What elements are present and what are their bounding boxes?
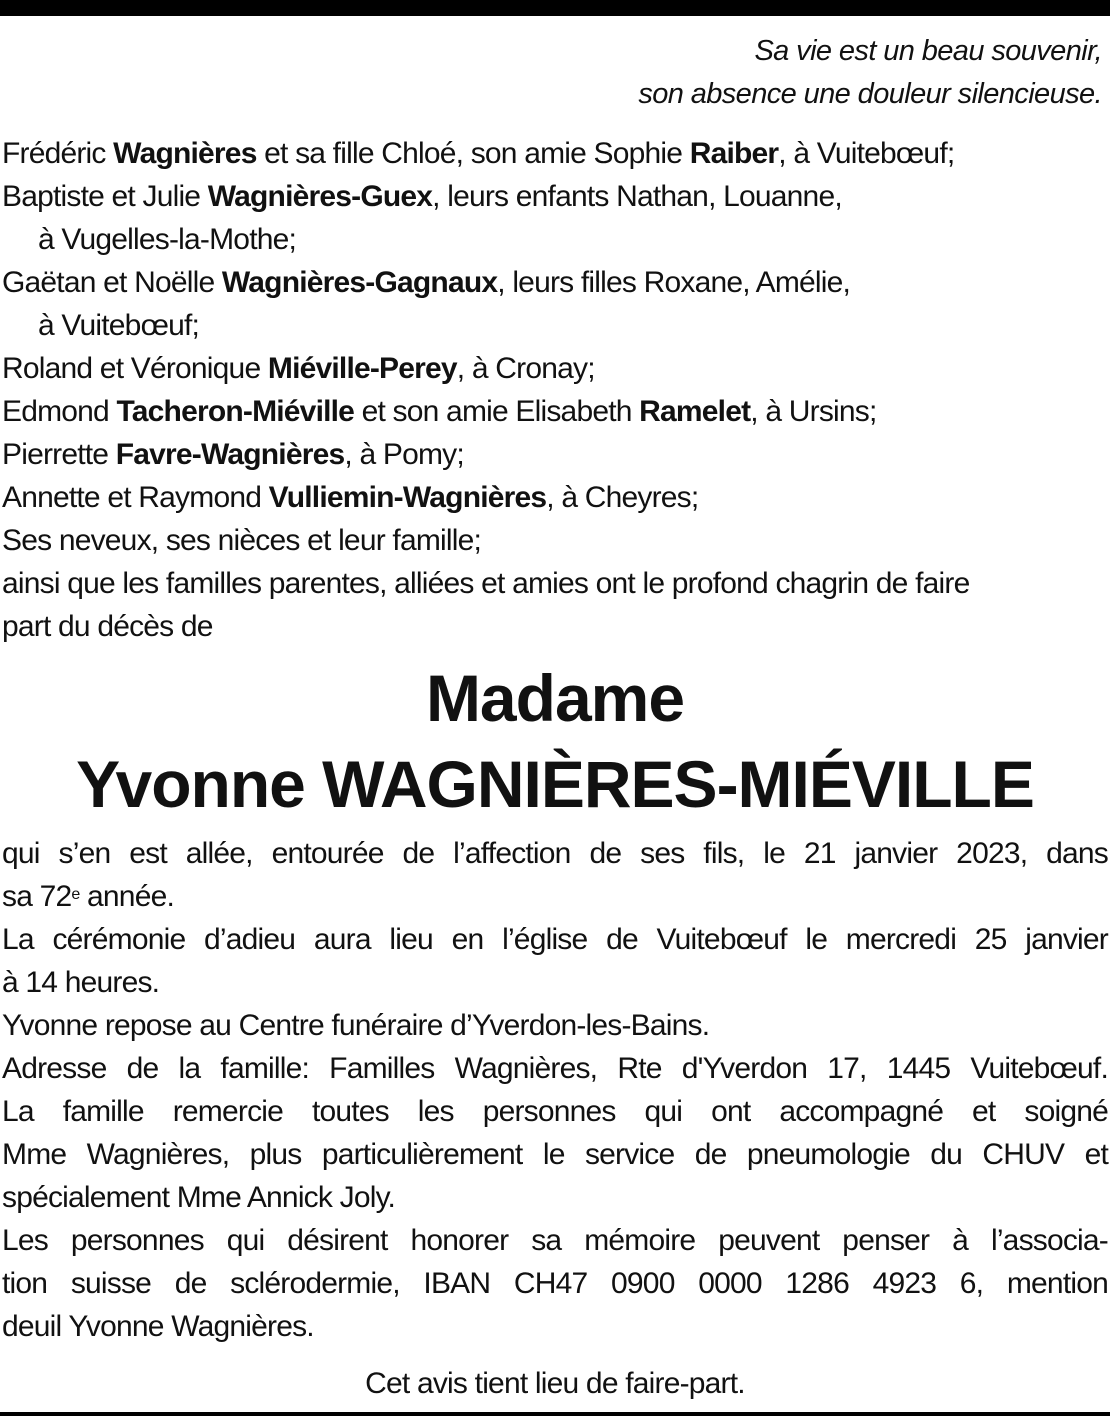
details-text: année. (79, 880, 174, 913)
family-text: et sa fille Chloé, son amie Sophie (256, 137, 690, 170)
family-surname: Wagnières-Guex (207, 180, 433, 213)
family-surname: Wagnières-Gagnaux (221, 266, 498, 299)
deceased-name: Yvonne WAGNIÈRES-MIÉVILLE (76, 747, 1034, 821)
details-block (2, 832, 1108, 1348)
family-surname: Miéville-Perey (267, 352, 457, 385)
family-line (2, 304, 1108, 347)
family-text: et son amie Elisabeth (354, 395, 640, 428)
family-line (2, 605, 1108, 648)
details-line: La famille remercie toutes les personnes qui ont accompagné et soigné (2, 1095, 1108, 1128)
epigraph (102, 30, 1102, 116)
family-line (2, 347, 1108, 390)
family-surname: Favre-Wagnières (115, 438, 345, 471)
details-line: spécialement Mme Annick Joly. (2, 1181, 396, 1214)
family-line (2, 175, 1108, 218)
family-text: , à Cheyres; (546, 481, 699, 514)
family-surname: Tacheron-Miéville (116, 395, 355, 428)
family-line (2, 476, 1108, 519)
details-line: à 14 heures. (2, 966, 160, 999)
family-line (2, 519, 1108, 562)
details-line: Les personnes qui désirent honorer sa mémoire peuvent penser à l’associa- (2, 1224, 1108, 1257)
details-text: sa 72 (2, 880, 72, 913)
family-text: Roland et Véronique (2, 352, 268, 385)
family-surname: Wagnières (113, 137, 257, 170)
bottom-rule (0, 1412, 1110, 1416)
family-line (2, 218, 1108, 261)
family-text: Pierrette (2, 438, 116, 471)
ordinal-suffix: e (71, 886, 80, 903)
details-line (2, 875, 1108, 918)
family-text: , leurs filles Roxane, Amélie, (497, 266, 851, 299)
family-text: Annette et Raymond (2, 481, 269, 514)
family-text: , à Cronay; (456, 352, 595, 385)
details-line: Yvonne repose au Centre funéraire d’Yverdon-les-Bains. (2, 1009, 710, 1042)
details-line: qui s’en est allée, entourée de l’affection de ses fils, le 21 janvier 2023, dans (2, 837, 1108, 870)
epigraph-line-2: son absence une douleur silencieuse. (638, 78, 1102, 110)
closing-note: Cet avis tient lieu de faire-part. (365, 1367, 745, 1400)
deceased-honorific: Madame (425, 661, 685, 735)
family-text: , leurs enfants Nathan, Louanne, (432, 180, 842, 213)
details-line: deuil Yvonne Wagnières. (2, 1310, 314, 1343)
family-text: ainsi que les familles parentes, alliées et amies ont le profond chagrin de faire (2, 567, 970, 600)
family-text: Ses neveux, ses nièces et leur famille; (2, 524, 482, 557)
details-line: La cérémonie d’adieu aura lieu en l’église de Vuitebœuf le mercredi 25 janvier (2, 923, 1108, 956)
details-line: tion suisse de sclérodermie, IBAN CH47 0900 0000 1286 4923 6, mention (2, 1267, 1108, 1300)
details-line: Adresse de la famille: Familles Wagnières, Rte d'Yverdon 17, 1445 Vuitebœuf. (2, 1052, 1108, 1085)
family-surname: Vulliemin-Wagnières (268, 481, 547, 514)
family-line (2, 433, 1108, 476)
family-text: , à Vuitebœuf; (778, 137, 955, 170)
family-line (2, 132, 1108, 175)
family-text: à Vugelles-la-Mothe; (38, 223, 297, 256)
family-line (2, 261, 1108, 304)
details-line: Mme Wagnières, plus particulièrement le service de pneumologie du CHUV et (2, 1138, 1108, 1171)
family-text: Frédéric (2, 137, 114, 170)
family-list (2, 132, 1108, 648)
family-text: Baptiste et Julie (2, 180, 208, 213)
family-surname: Raiber (689, 137, 779, 170)
family-text: Edmond (2, 395, 117, 428)
family-text: part du décès de (2, 610, 213, 643)
family-line (2, 390, 1108, 433)
family-line (2, 562, 1108, 605)
top-rule (0, 0, 1110, 16)
family-surname: Ramelet (639, 395, 751, 428)
family-text: , à Ursins; (750, 395, 877, 428)
family-text: Gaëtan et Noëlle (2, 266, 222, 299)
family-text: , à Pomy; (344, 438, 464, 471)
epigraph-line-1: Sa vie est un beau souvenir, (754, 35, 1102, 67)
family-text: à Vuitebœuf; (38, 309, 200, 342)
